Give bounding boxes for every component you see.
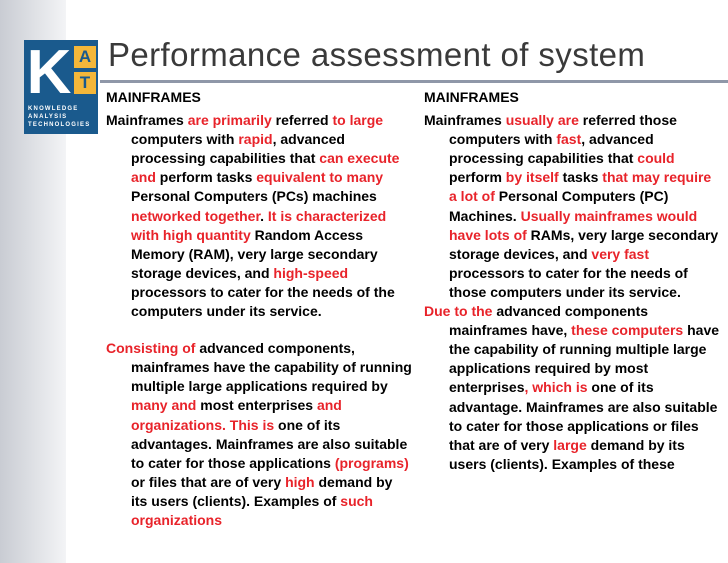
right-paragraph-1 bbox=[424, 111, 722, 302]
emphasis-text: equivalent to many bbox=[256, 169, 384, 186]
emphasis-text: usually are bbox=[505, 112, 579, 129]
left-paragraph-1 bbox=[106, 111, 412, 321]
logo-tagline-2: ANALYSIS bbox=[28, 114, 68, 120]
emphasis-text: Due to the bbox=[424, 303, 493, 320]
kat-logo bbox=[24, 40, 98, 134]
body-text: perform tasks bbox=[155, 169, 257, 186]
emphasis-text: could bbox=[637, 150, 675, 167]
emphasis-text: Usually mainframes would have lots of bbox=[449, 207, 698, 243]
body-text: processors to cater for the needs of those computers under its service. bbox=[449, 264, 688, 300]
right-heading: MAINFRAMES bbox=[424, 89, 519, 105]
body-text: most enterprises bbox=[196, 397, 317, 414]
right-paragraph-2 bbox=[424, 302, 722, 474]
logo-letter-k: K bbox=[26, 38, 72, 107]
emphasis-text: and organizations. This is bbox=[131, 397, 342, 433]
right-column bbox=[424, 88, 722, 474]
emphasis-text: that may require a lot of bbox=[449, 169, 712, 205]
emphasis-text: Consisting of bbox=[106, 340, 196, 357]
left-paragraph-2 bbox=[106, 339, 412, 530]
body-text: advanced components, mainframes have the capability of running multiple large applications required by bbox=[131, 340, 412, 395]
emphasis-text: rapid bbox=[238, 131, 273, 148]
emphasis-text: large bbox=[553, 436, 587, 453]
body-text: referred those computers with bbox=[449, 112, 677, 148]
emphasis-text: high bbox=[285, 473, 315, 490]
body-text: have the capability of running multiple large applications required by most enterprises bbox=[449, 322, 720, 396]
emphasis-text: It is characterized with high quantity bbox=[131, 207, 387, 243]
emphasis-text: networked together bbox=[131, 207, 261, 224]
emphasis-text: high-speed bbox=[273, 264, 349, 281]
title-underline bbox=[100, 80, 728, 83]
body-text: , advanced processing capabilities that bbox=[449, 131, 654, 167]
body-text: . bbox=[260, 207, 268, 224]
body-text: or files that are of very bbox=[131, 473, 286, 490]
body-text: computers with bbox=[131, 131, 239, 148]
emphasis-text: fast bbox=[556, 131, 582, 148]
body-text: perform bbox=[449, 169, 506, 186]
body-text: demand by its users (clients). Examples of these bbox=[449, 436, 685, 472]
slide-title: Performance assessment of system bbox=[108, 36, 646, 73]
body-text: one of its advantages. Mainframes are also suitable to cater for those applications bbox=[131, 416, 408, 471]
emphasis-text: to large bbox=[332, 112, 384, 129]
body-text: , advanced processing capabilities that bbox=[131, 131, 345, 167]
logo-letter-t: T bbox=[74, 72, 96, 94]
body-text: Personal Computers (PC) Machines. bbox=[449, 188, 669, 224]
body-text: demand by its users (clients). Examples of bbox=[131, 473, 393, 509]
emphasis-text: , which is bbox=[524, 379, 588, 396]
logo-tagline-1: KNOWLEDGE bbox=[28, 106, 79, 112]
body-text: RAMs, very large secondary storage devices, and bbox=[449, 226, 719, 262]
left-heading: MAINFRAMES bbox=[106, 89, 201, 105]
body-text: referred bbox=[271, 112, 333, 129]
body-text: Mainframes bbox=[424, 112, 506, 129]
emphasis-text: such organizations bbox=[131, 492, 373, 528]
emphasis-text: can execute and bbox=[131, 150, 400, 186]
emphasis-text: by itself bbox=[505, 169, 559, 186]
left-column bbox=[106, 88, 412, 530]
emphasis-text: these computers bbox=[571, 322, 684, 339]
body-text: advanced components mainframes have, bbox=[449, 303, 649, 339]
emphasis-text: many and bbox=[131, 397, 197, 414]
body-text: Personal Computers (PCs) machines bbox=[131, 188, 377, 205]
emphasis-text: (programs) bbox=[334, 454, 409, 471]
emphasis-text: very fast bbox=[591, 245, 649, 262]
body-text: Random Access Memory (RAM), very large secondary storage devices, and bbox=[131, 226, 378, 281]
body-text: one of its advantage. Mainframes are also suitable to cater for those applications or files that are of very bbox=[449, 379, 718, 453]
logo-letter-a: A bbox=[74, 46, 96, 68]
emphasis-text: are primarily bbox=[187, 112, 272, 129]
body-text: tasks bbox=[558, 169, 603, 186]
body-text: Mainframes bbox=[106, 112, 188, 129]
logo-tagline-3: TECHNOLOGIES bbox=[28, 122, 91, 128]
body-text: processors to cater for the needs of the computers under its service. bbox=[131, 283, 395, 320]
